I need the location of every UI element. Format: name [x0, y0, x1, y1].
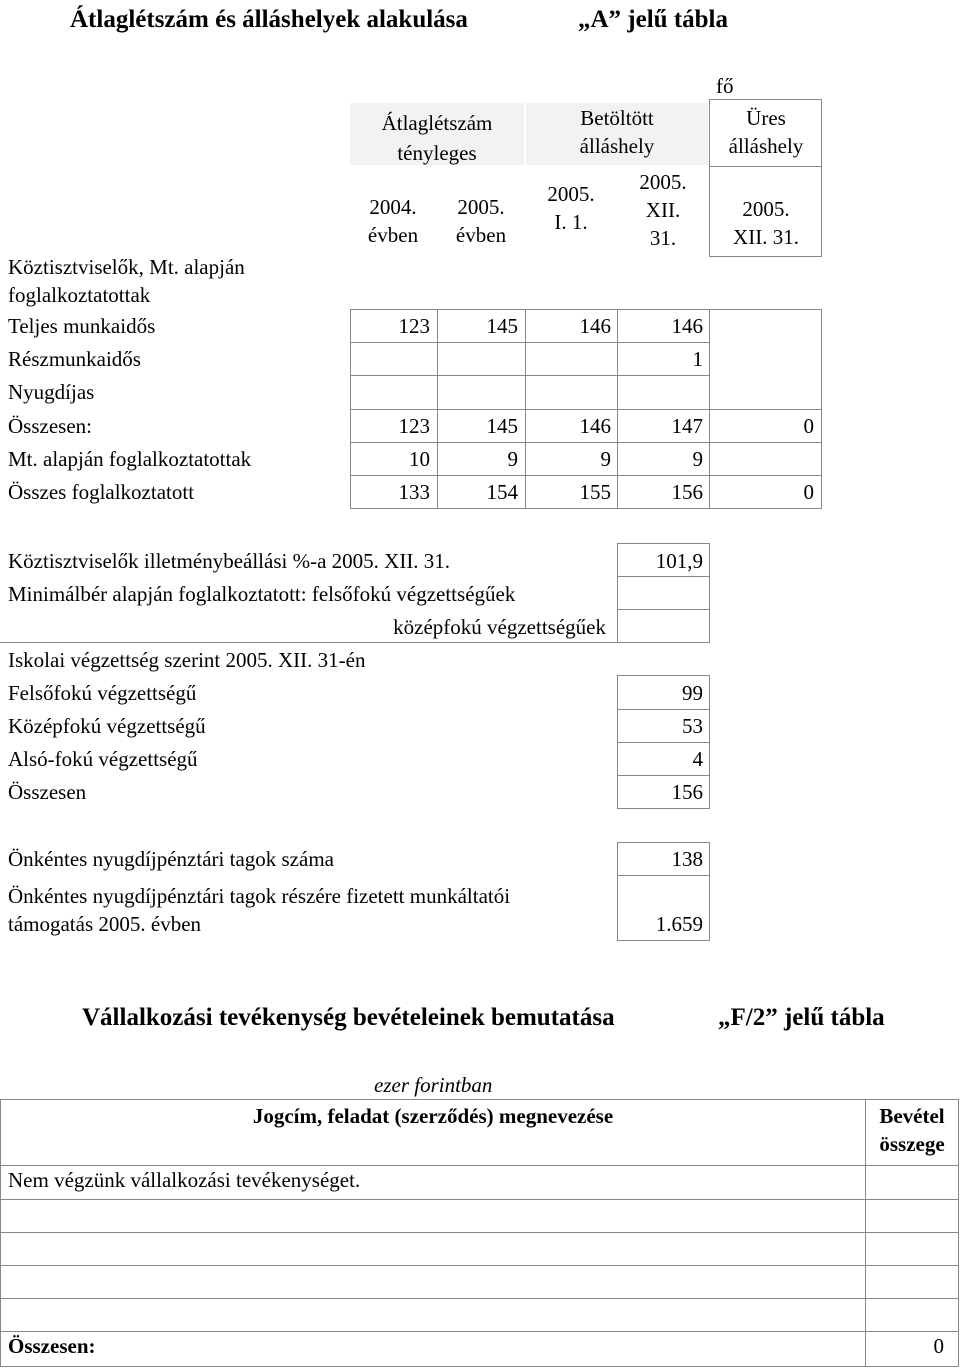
- filled-group-header: Betöltött álláshely: [579, 106, 655, 158]
- pension-support-value: 1.659: [655, 912, 703, 936]
- avg-group-header: Átlaglétszám tényleges: [381, 111, 493, 165]
- col-filled-end-header: 2005. XII. 31.: [639, 170, 687, 250]
- col-2005-header: 2005. évben: [455, 195, 507, 247]
- minwage-label: Minimálbér alapján foglalkoztatott: felsőfokú végzettségűek: [8, 582, 516, 606]
- salary-rate-value: 101,9: [655, 549, 703, 573]
- business-row-1: Nem végzünk vállalkozási tevékenységet.: [8, 1168, 361, 1192]
- unit-label: fő: [716, 74, 734, 98]
- empty-group-header: Üres álláshely: [728, 106, 804, 158]
- pension-support-label: Önkéntes nyugdíjpénztári tagok részére fizetett munkáltatói támogatás 2005. évben: [8, 884, 511, 936]
- section1-title: Átlaglétszám és álláshelyek alakulása: [70, 6, 468, 33]
- minwage-sub-label: középfokú végzettségűek: [393, 615, 606, 639]
- section1-table-tag: „A” jelű tábla: [578, 6, 728, 33]
- col-filled-start-header: 2005. I. 1.: [547, 182, 595, 234]
- col-2004-header: 2004. évben: [367, 195, 419, 247]
- education-header: Iskolai végzettség szerint 2005. XII. 31-én: [8, 648, 366, 672]
- pension-members-value: 138: [671, 847, 703, 871]
- col-income-header: Bevétel összege: [879, 1104, 945, 1156]
- col-name-header: Jogcím, feladat (szerződés) megnevezése: [252, 1104, 614, 1128]
- section4-table-tag: „F/2” jelű tábla: [718, 1004, 885, 1031]
- col-empty-header: 2005. XII. 31.: [733, 197, 799, 249]
- section4-title: Vállalkozási tevékenység bevételeinek bemutatása: [82, 1004, 615, 1031]
- business-total-value: 0: [933, 1334, 944, 1358]
- business-income-table: [0, 1099, 960, 1367]
- salary-rate-label: Köztisztviselők illetménybeállási %-a 2005. XII. 31.: [8, 549, 451, 573]
- group-label: Köztisztviselők, Mt. alapján foglalkoztatottak: [8, 255, 245, 307]
- section4-unit: ezer forintban: [374, 1073, 493, 1097]
- pension-members-label: Önkéntes nyugdíjpénztári tagok száma: [8, 847, 334, 871]
- business-total-label: Összesen:: [8, 1334, 96, 1358]
